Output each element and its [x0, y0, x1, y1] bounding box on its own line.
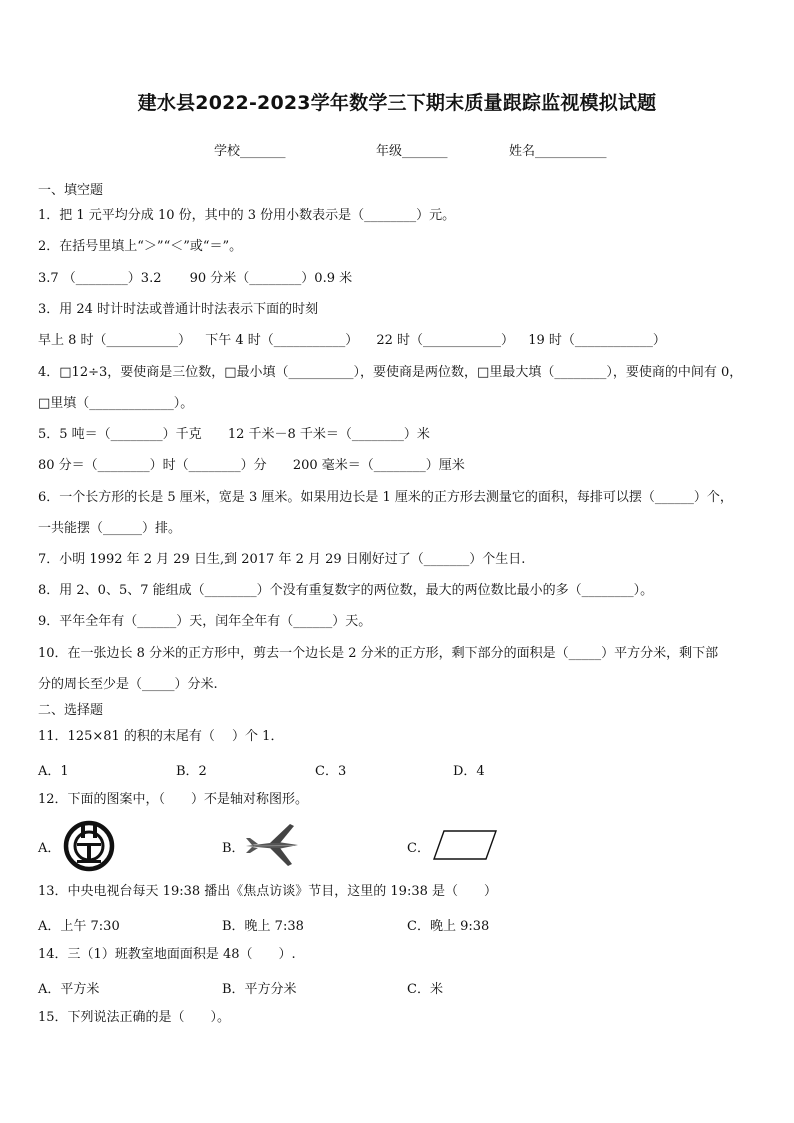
question-3: 3．用 24 时计时法或普通计时法表示下面的时刻: [38, 302, 319, 317]
question-6-line-1: 6．一个长方形的长是 5 厘米，宽是 3 厘米。如果用边长是 1 厘米的正方形去测量它的面积，每排可以摆（______）个，: [38, 490, 733, 505]
question-2-item-a: 3.7 （________）3.2: [38, 271, 162, 286]
school-label: 学校: [214, 144, 241, 159]
name-field: [509, 140, 607, 159]
grade-label: 年级: [376, 144, 403, 159]
school-field: [214, 140, 286, 159]
question-4-line-1: 4．□12÷3，要使商是三位数，□最小填（__________），要使商是两位数，□里最大填（________），要使商的中间有 0，: [38, 365, 743, 380]
question-12-option-b[interactable]: B．: [222, 841, 245, 856]
school-blank[interactable]: _______: [240, 144, 286, 159]
jet-airplane-icon: [244, 822, 300, 872]
question-12-option-a[interactable]: A．: [38, 841, 61, 856]
question-12-option-c[interactable]: C．: [407, 841, 430, 856]
grade-field: [376, 140, 448, 159]
question-3-item-d: 19 时（____________）: [528, 333, 666, 348]
bank-emblem-icon: [62, 819, 116, 877]
question-11-option-b[interactable]: B．2: [176, 764, 207, 779]
section-heading-choice: 二、选择题: [38, 703, 104, 718]
question-3-item-c: 22 时（____________）: [376, 333, 515, 348]
question-6-line-2: 一共能摆（______）排。: [38, 521, 182, 536]
question-15: 15．下列说法正确的是（ ）。: [38, 1010, 231, 1025]
question-5-row-1: [38, 426, 430, 444]
question-14-option-a[interactable]: A．平方米: [38, 982, 100, 997]
section-heading-fill: 一、填空题: [38, 183, 104, 198]
question-5-item-d: 200 毫米＝（________）厘米: [292, 458, 465, 473]
question-1: 1．把 1 元平均分成 10 份，其中的 3 份用小数表示是（________）元。: [38, 208, 456, 223]
question-14-option-b[interactable]: B．平方分米: [222, 982, 297, 997]
question-5-item-a: 5．5 吨＝（________）千克: [38, 427, 202, 442]
name-label: 姓名: [509, 144, 536, 159]
question-3-items: [38, 332, 666, 350]
question-14-option-c[interactable]: C．米: [407, 982, 443, 997]
question-11: 11．125×81 的积的末尾有（ ）个 1．: [38, 729, 284, 744]
question-13: 13．中央电视台每天 19:38 播出《焦点访谈》节目，这里的 19:38 是（ ）: [38, 884, 497, 899]
question-5-item-b: 12 千米－8 千米＝（________）米: [227, 427, 430, 442]
question-7: 7．小明 1992 年 2 月 29 日生,到 2017 年 2 月 29 日刚好过了（_______）个生日.: [38, 552, 526, 567]
name-blank[interactable]: ___________: [535, 144, 607, 159]
question-11-option-c[interactable]: C．3: [315, 764, 347, 779]
question-3-item-b: 下午 4 时（___________）: [205, 333, 359, 348]
grade-blank[interactable]: _______: [402, 144, 448, 159]
question-13-option-c[interactable]: C．晚上 9:38: [407, 919, 490, 934]
question-3-item-a: 早上 8 时（___________）: [38, 333, 192, 348]
question-10-line-1: 10．在一张边长 8 分米的正方形中，剪去一个边长是 2 分米的正方形，剩下部分的面积是（_____）平方分米，剩下部: [38, 646, 719, 661]
question-13-option-b[interactable]: B．晚上 7:38: [222, 919, 304, 934]
question-8: 8．用 2、0、5、7 能组成（________）个没有重复数字的两位数，最大的两位数比最小的多（________）。: [38, 583, 654, 598]
question-2-item-b: 90 分米（________）0.9 米: [189, 271, 353, 286]
question-5-item-c: 80 分＝（________）时（________）分: [38, 458, 267, 473]
question-5-row-2: [38, 457, 465, 475]
question-11-option-d[interactable]: D．4: [453, 764, 485, 779]
parallelogram-icon: [430, 828, 500, 866]
question-13-option-a[interactable]: A．上午 7:30: [38, 919, 120, 934]
question-2-items: [38, 270, 352, 288]
question-4-line-2: □里填（_____________）。: [38, 396, 194, 411]
question-11-option-a[interactable]: A．1: [38, 764, 69, 779]
question-10-line-2: 分的周长至少是（_____）分米.: [38, 677, 218, 692]
question-9: 9．平年全年有（______）天，闰年全年有（______）天。: [38, 614, 372, 629]
question-14: 14．三（1）班教室地面面积是 48（ ）.: [38, 947, 296, 962]
question-2: 2．在括号里填上“＞”“＜”或“＝”。: [38, 239, 243, 254]
page-title: 建水县2022-2023学年数学三下期末质量跟踪监视模拟试题: [137, 92, 657, 114]
question-12: 12．下面的图案中，（ ）不是轴对称图形。: [38, 792, 309, 807]
